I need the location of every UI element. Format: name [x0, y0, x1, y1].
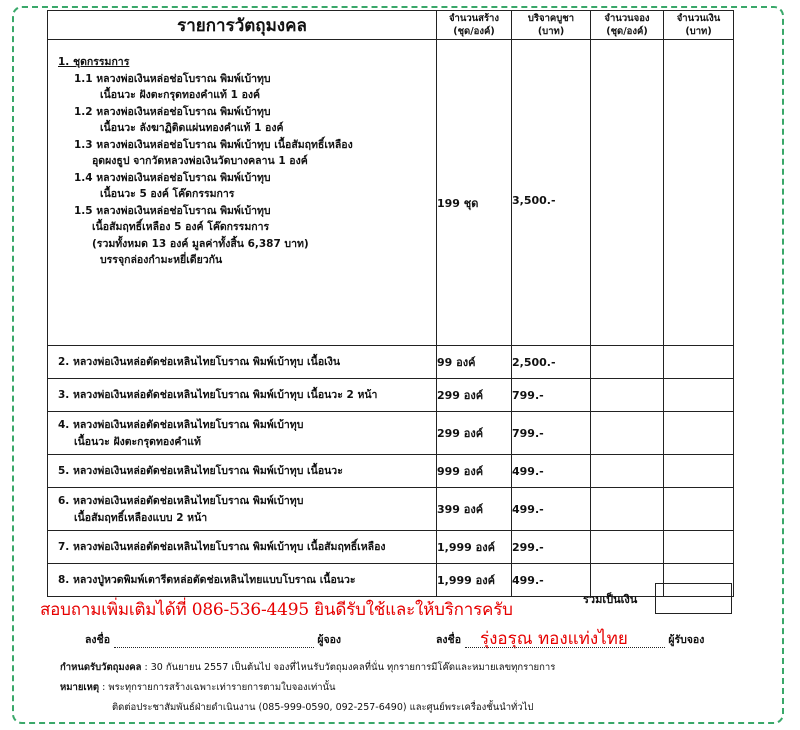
- receiver-signature-line[interactable]: [465, 647, 665, 648]
- item-price: 299.-: [512, 531, 591, 564]
- booking-quantity-field[interactable]: [591, 346, 664, 379]
- item-row: [48, 531, 734, 564]
- header-booking-line2: (ชุด/องค์): [606, 26, 648, 37]
- item-description: [48, 40, 437, 346]
- item-row: [48, 412, 734, 455]
- amount-field[interactable]: [664, 531, 734, 564]
- header-price-line1: บริจาคบูชา: [527, 13, 575, 24]
- item-row: [48, 40, 734, 346]
- item-line: เนื้อนวะ ฝังตะกรุดทองคำแท้: [74, 435, 201, 448]
- booking-quantity-field[interactable]: [591, 455, 664, 488]
- item-description: [48, 488, 437, 531]
- item-quantity: 299 องค์: [437, 412, 512, 455]
- total-amount-field[interactable]: [655, 583, 732, 614]
- item-line: อุดผงธูป จากวัดหลวงพ่อเงินวัดบางคลาน 1 องค์: [92, 155, 308, 167]
- item-line: 1. ชุดกรรมการ: [58, 56, 130, 68]
- booking-quantity-field[interactable]: [591, 488, 664, 531]
- item-quantity: 99 องค์: [437, 346, 512, 379]
- item-quantity: 199 ชุด: [437, 40, 512, 346]
- item-row: [48, 379, 734, 412]
- item-line: 1.4 หลวงพ่อเงินหล่อช่อโบราณ พิมพ์เบ้าทุบ: [74, 171, 271, 184]
- remark-text: : พระทุกรายการสร้างเฉพาะเท่ารายการตามใบจองเท่านั้น: [99, 682, 336, 693]
- item-price: 499.-: [512, 488, 591, 531]
- deadline-text: : 30 กันยายน 2557 เป็นต้นไป จองที่ไหนรับวัตถุมงคลที่นั่น ทุกรายการมีโค๊ดและหมายเลขทุกรายการ: [141, 662, 556, 673]
- header-amount: [664, 11, 734, 40]
- item-line: บรรจุกล่องกำมะหยี่เดียวกัน: [100, 254, 223, 266]
- deadline-note: [60, 660, 555, 675]
- receiver-signature: [436, 631, 704, 648]
- order-table: [47, 10, 734, 597]
- item-quantity: 999 องค์: [437, 455, 512, 488]
- header-quantity-line2: (ชุด/องค์): [453, 26, 495, 37]
- booking-quantity-field[interactable]: [591, 412, 664, 455]
- header-amount-line2: (บาท): [685, 26, 712, 37]
- item-price: 499.-: [512, 564, 591, 597]
- amount-field[interactable]: [664, 379, 734, 412]
- header-quantity-line1: จำนวนสร้าง: [448, 13, 500, 24]
- item-line: 1.5 หลวงพ่อเงินหล่อช่อโบราณ พิมพ์เบ้าทุบ: [74, 204, 271, 217]
- remark-label: หมายเหตุ: [60, 682, 100, 693]
- item-line: (รวมทั้งหมด 13 องค์ มูลค่าทั้งสิ้น 6,387 บาท): [92, 237, 309, 250]
- item-line: เนื้อสัมฤทธิ์เหลืองแบบ 2 หน้า: [74, 511, 208, 524]
- amount-field[interactable]: [664, 40, 734, 346]
- item-line: 1.3 หลวงพ่อเงินหล่อช่อโบราณ พิมพ์เบ้าทุบ เนื้อสัมฤทธิ์เหลือง: [74, 138, 353, 151]
- item-quantity: 299 องค์: [437, 379, 512, 412]
- amount-field[interactable]: [664, 455, 734, 488]
- contact-phone-text: สอบถามเพิ่มเติมได้ที่ 086-536-4495 ยินดีรับใช้และให้บริการครับ: [40, 600, 513, 620]
- receiver-sign-label: ลงชื่อ: [436, 634, 461, 646]
- item-line: เนื้อสัมฤทธิ์เหลือง 5 องค์ โค๊ดกรรมการ: [92, 221, 270, 233]
- item-line: 7. หลวงพ่อเงินหล่อตัดช่อเหลินไทยโบราณ พิมพ์เบ้าทุบ เนื้อสัมฤทธิ์เหลือง: [58, 541, 386, 554]
- item-quantity: 1,999 องค์: [437, 564, 512, 597]
- booking-quantity-field[interactable]: [591, 40, 664, 346]
- booker-sign-label: ลงชื่อ: [85, 634, 110, 646]
- booking-quantity-field[interactable]: [591, 531, 664, 564]
- amount-field[interactable]: [664, 346, 734, 379]
- remark-note: [60, 680, 336, 695]
- header-amount-line1: จำนวนเงิน: [676, 13, 721, 24]
- item-description: [48, 455, 437, 488]
- contact-note: ติดต่อประชาสัมพันธ์ฝ่ายดำเนินงาน (085-999-0590, 092-257-6490) และศูนย์พระเครื่องชั้นนำทั่วไป: [112, 702, 534, 713]
- item-line: 4. หลวงพ่อเงินหล่อตัดช่อเหลินไทยโบราณ พิมพ์เบ้าทุบ: [58, 419, 304, 431]
- item-price: 2,500.-: [512, 346, 591, 379]
- item-quantity: 1,999 องค์: [437, 531, 512, 564]
- item-price: 499.-: [512, 455, 591, 488]
- item-line: 8. หลวงปู่หวดพิมพ์เตารีดหล่อตัดช่อเหลินไทยแบบโบราณ เนื้อนวะ: [58, 574, 356, 587]
- item-line: เนื้อนวะ 5 องค์ โค๊ดกรรมการ: [100, 188, 235, 200]
- header-quantity: [437, 11, 512, 40]
- booker-signature: [85, 631, 341, 648]
- item-line: เนื้อนวะ ลังฆาฏิติดแผ่นทองคำแท้ 1 องค์: [100, 122, 284, 134]
- item-row: [48, 346, 734, 379]
- deadline-label: กำหนดรับวัตถุมงคล: [60, 662, 142, 673]
- total-label: รวมเป็นเงิน: [583, 593, 638, 606]
- receiver-label: ผู้รับจอง: [668, 634, 705, 646]
- item-line: 1.1 หลวงพ่อเงินหล่อช่อโบราณ พิมพ์เบ้าทุบ: [74, 72, 271, 85]
- header-booking: [591, 11, 664, 40]
- booker-label: ผู้จอง: [317, 634, 342, 646]
- item-line: 3. หลวงพ่อเงินหล่อตัดช่อเหลินไทยโบราณ พิมพ์เบ้าทุบ เนื้อนวะ 2 หน้า: [58, 389, 378, 402]
- item-line: 5. หลวงพ่อเงินหล่อตัดช่อเหลินไทยโบราณ พิมพ์เบ้าทุบ เนื้อนวะ: [58, 465, 343, 478]
- booking-quantity-field[interactable]: [591, 379, 664, 412]
- amount-field[interactable]: [664, 412, 734, 455]
- item-description: [48, 412, 437, 455]
- booker-signature-line[interactable]: [114, 647, 314, 648]
- header-price: [512, 11, 591, 40]
- item-line: เนื้อนวะ ฝังตะกรุดทองคำแท้ 1 องค์: [100, 89, 261, 101]
- item-row: [48, 455, 734, 488]
- shop-name: รุ่งอรุณ ทองแท่งไทย: [480, 629, 628, 649]
- amount-field[interactable]: [664, 488, 734, 531]
- item-row: [48, 488, 734, 531]
- item-quantity: 399 องค์: [437, 488, 512, 531]
- item-description: [48, 531, 437, 564]
- item-line: 2. หลวงพ่อเงินหล่อตัดช่อเหลินไทยโบราณ พิมพ์เบ้าทุบ เนื้อเงิน: [58, 356, 341, 369]
- item-line: 6. หลวงพ่อเงินหล่อตัดช่อเหลินไทยโบราณ พิมพ์เบ้าทุบ: [58, 495, 304, 507]
- header-booking-line1: จำนวนจอง: [604, 13, 650, 24]
- header-price-line2: (บาท): [537, 26, 565, 37]
- item-description: [48, 379, 437, 412]
- item-description: [48, 346, 437, 379]
- item-description: [48, 564, 437, 597]
- item-line: 1.2 หลวงพ่อเงินหล่อช่อโบราณ พิมพ์เบ้าทุบ: [74, 105, 271, 118]
- item-price: 799.-: [512, 412, 591, 455]
- table-header-row: [48, 11, 734, 40]
- header-item-name: รายการวัตถุมงคล: [48, 11, 437, 40]
- item-price: 3,500.-: [512, 40, 591, 346]
- item-price: 799.-: [512, 379, 591, 412]
